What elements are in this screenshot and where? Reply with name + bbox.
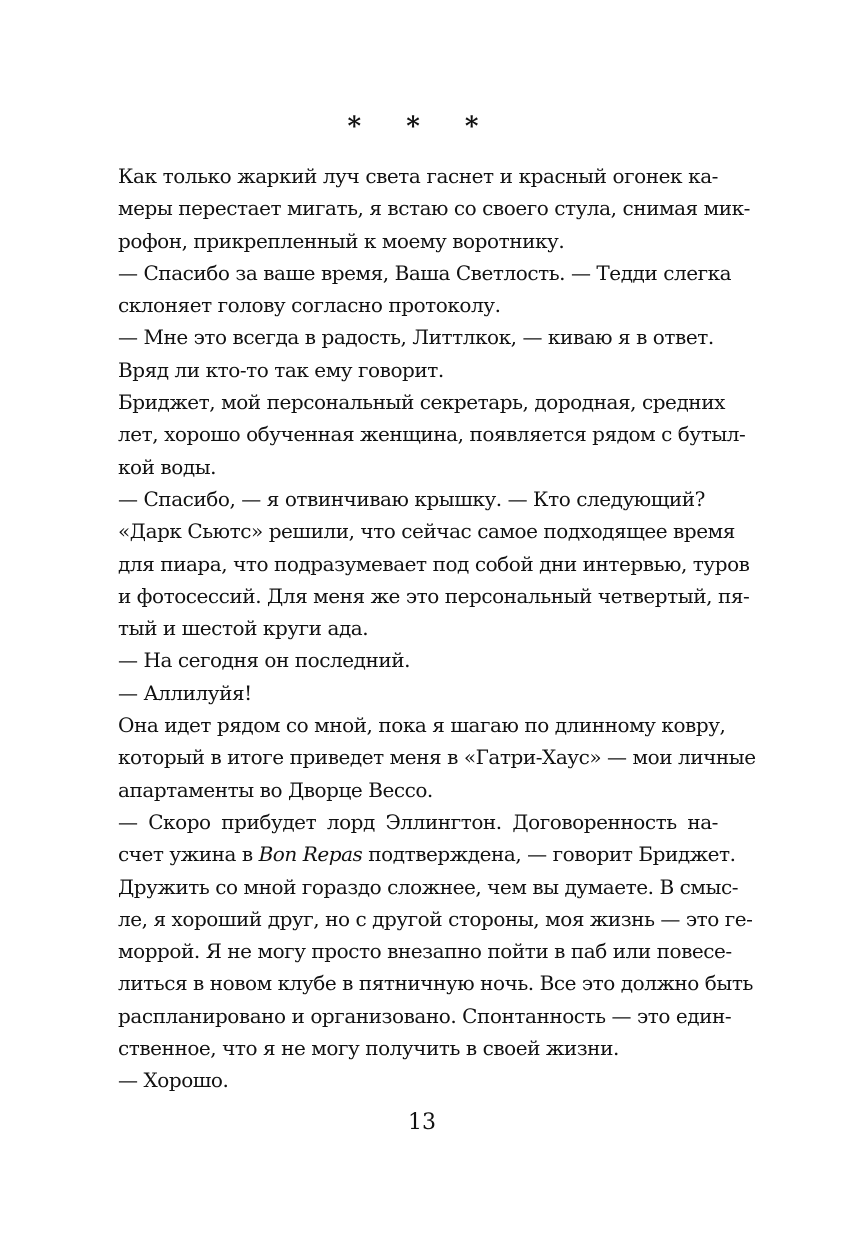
text-line: рофон, прикрепленный к моему воротнику. [118,228,565,253]
text-line: — Спасибо, — я отвинчиваю крышку. — Кто следующий? [118,486,705,511]
text-line: который в итоге приведет меня в «Гатри-Хаус» — мои личные [118,745,756,770]
text-line: апартаменты во Дворце Вессо. [118,777,433,802]
text-line: лет, хорошо обученная женщина, появляется рядом с бутыл- [118,422,746,447]
text-line: и фотосессий. Для меня же это персональный четвертый, пя- [118,583,750,608]
text-line: меры перестает мигать, я встаю со своего стула, снимая мик- [118,196,750,221]
text-line: Бриджет, мой персональный секретарь, дородная, средних [118,390,725,415]
text-line: тый и шестой круги ада. [118,616,369,641]
text-line: моррой. Я не могу просто внезапно пойти в паб или повесе- [118,939,732,964]
body-text [118,160,756,1097]
text-line: литься в новом клубе в пятничную ночь. Все это должно быть [118,971,753,996]
text-line: — Скоро прибудет лорд Эллингтон. Договоренность на- [118,809,718,834]
text-line: — Мне это всегда в радость, Литтлкок, — киваю я в ответ. [118,325,714,350]
text-line: распланировано и организовано. Спонтанность — это един- [118,1003,732,1028]
text-line: склоняет голову согласно протоколу. [118,293,501,318]
text-line: счет ужина в Bon Repas подтверждена, — говорит Бриджет. [118,842,736,867]
text-line: кой воды. [118,454,217,479]
text-line: Дружить со мной гораздо сложнее, чем вы думаете. В смыс- [118,874,739,899]
section-separator: * * * [347,112,497,142]
page-number: 13 [408,1110,436,1135]
text-line: Она идет рядом со мной, пока я шагаю по длинному ковру, [118,713,726,738]
text-line: Как только жаркий луч света гаснет и красный огонек ка- [118,164,718,188]
text-line: — Аллилуйя! [118,680,252,705]
text-line: для пиара, что подразумевает под собой дни интервью, туров [118,551,750,576]
text-line: — Хорошо. [118,1068,229,1093]
text-line: — Спасибо за ваше время, Ваша Светлость. — Тедди слегка [118,260,732,285]
text-line: «Дарк Сьютс» решили, что сейчас самое подходящее время [118,519,735,544]
text-line: Вряд ли кто-то так ему говорит. [118,357,444,382]
text-line: ственное, что я не могу получить в своей жизни. [118,1036,619,1061]
text-line: — На сегодня он последний. [118,648,411,673]
text-line: ле, я хороший друг, но с другой стороны, моя жизнь — это ге- [118,906,753,931]
